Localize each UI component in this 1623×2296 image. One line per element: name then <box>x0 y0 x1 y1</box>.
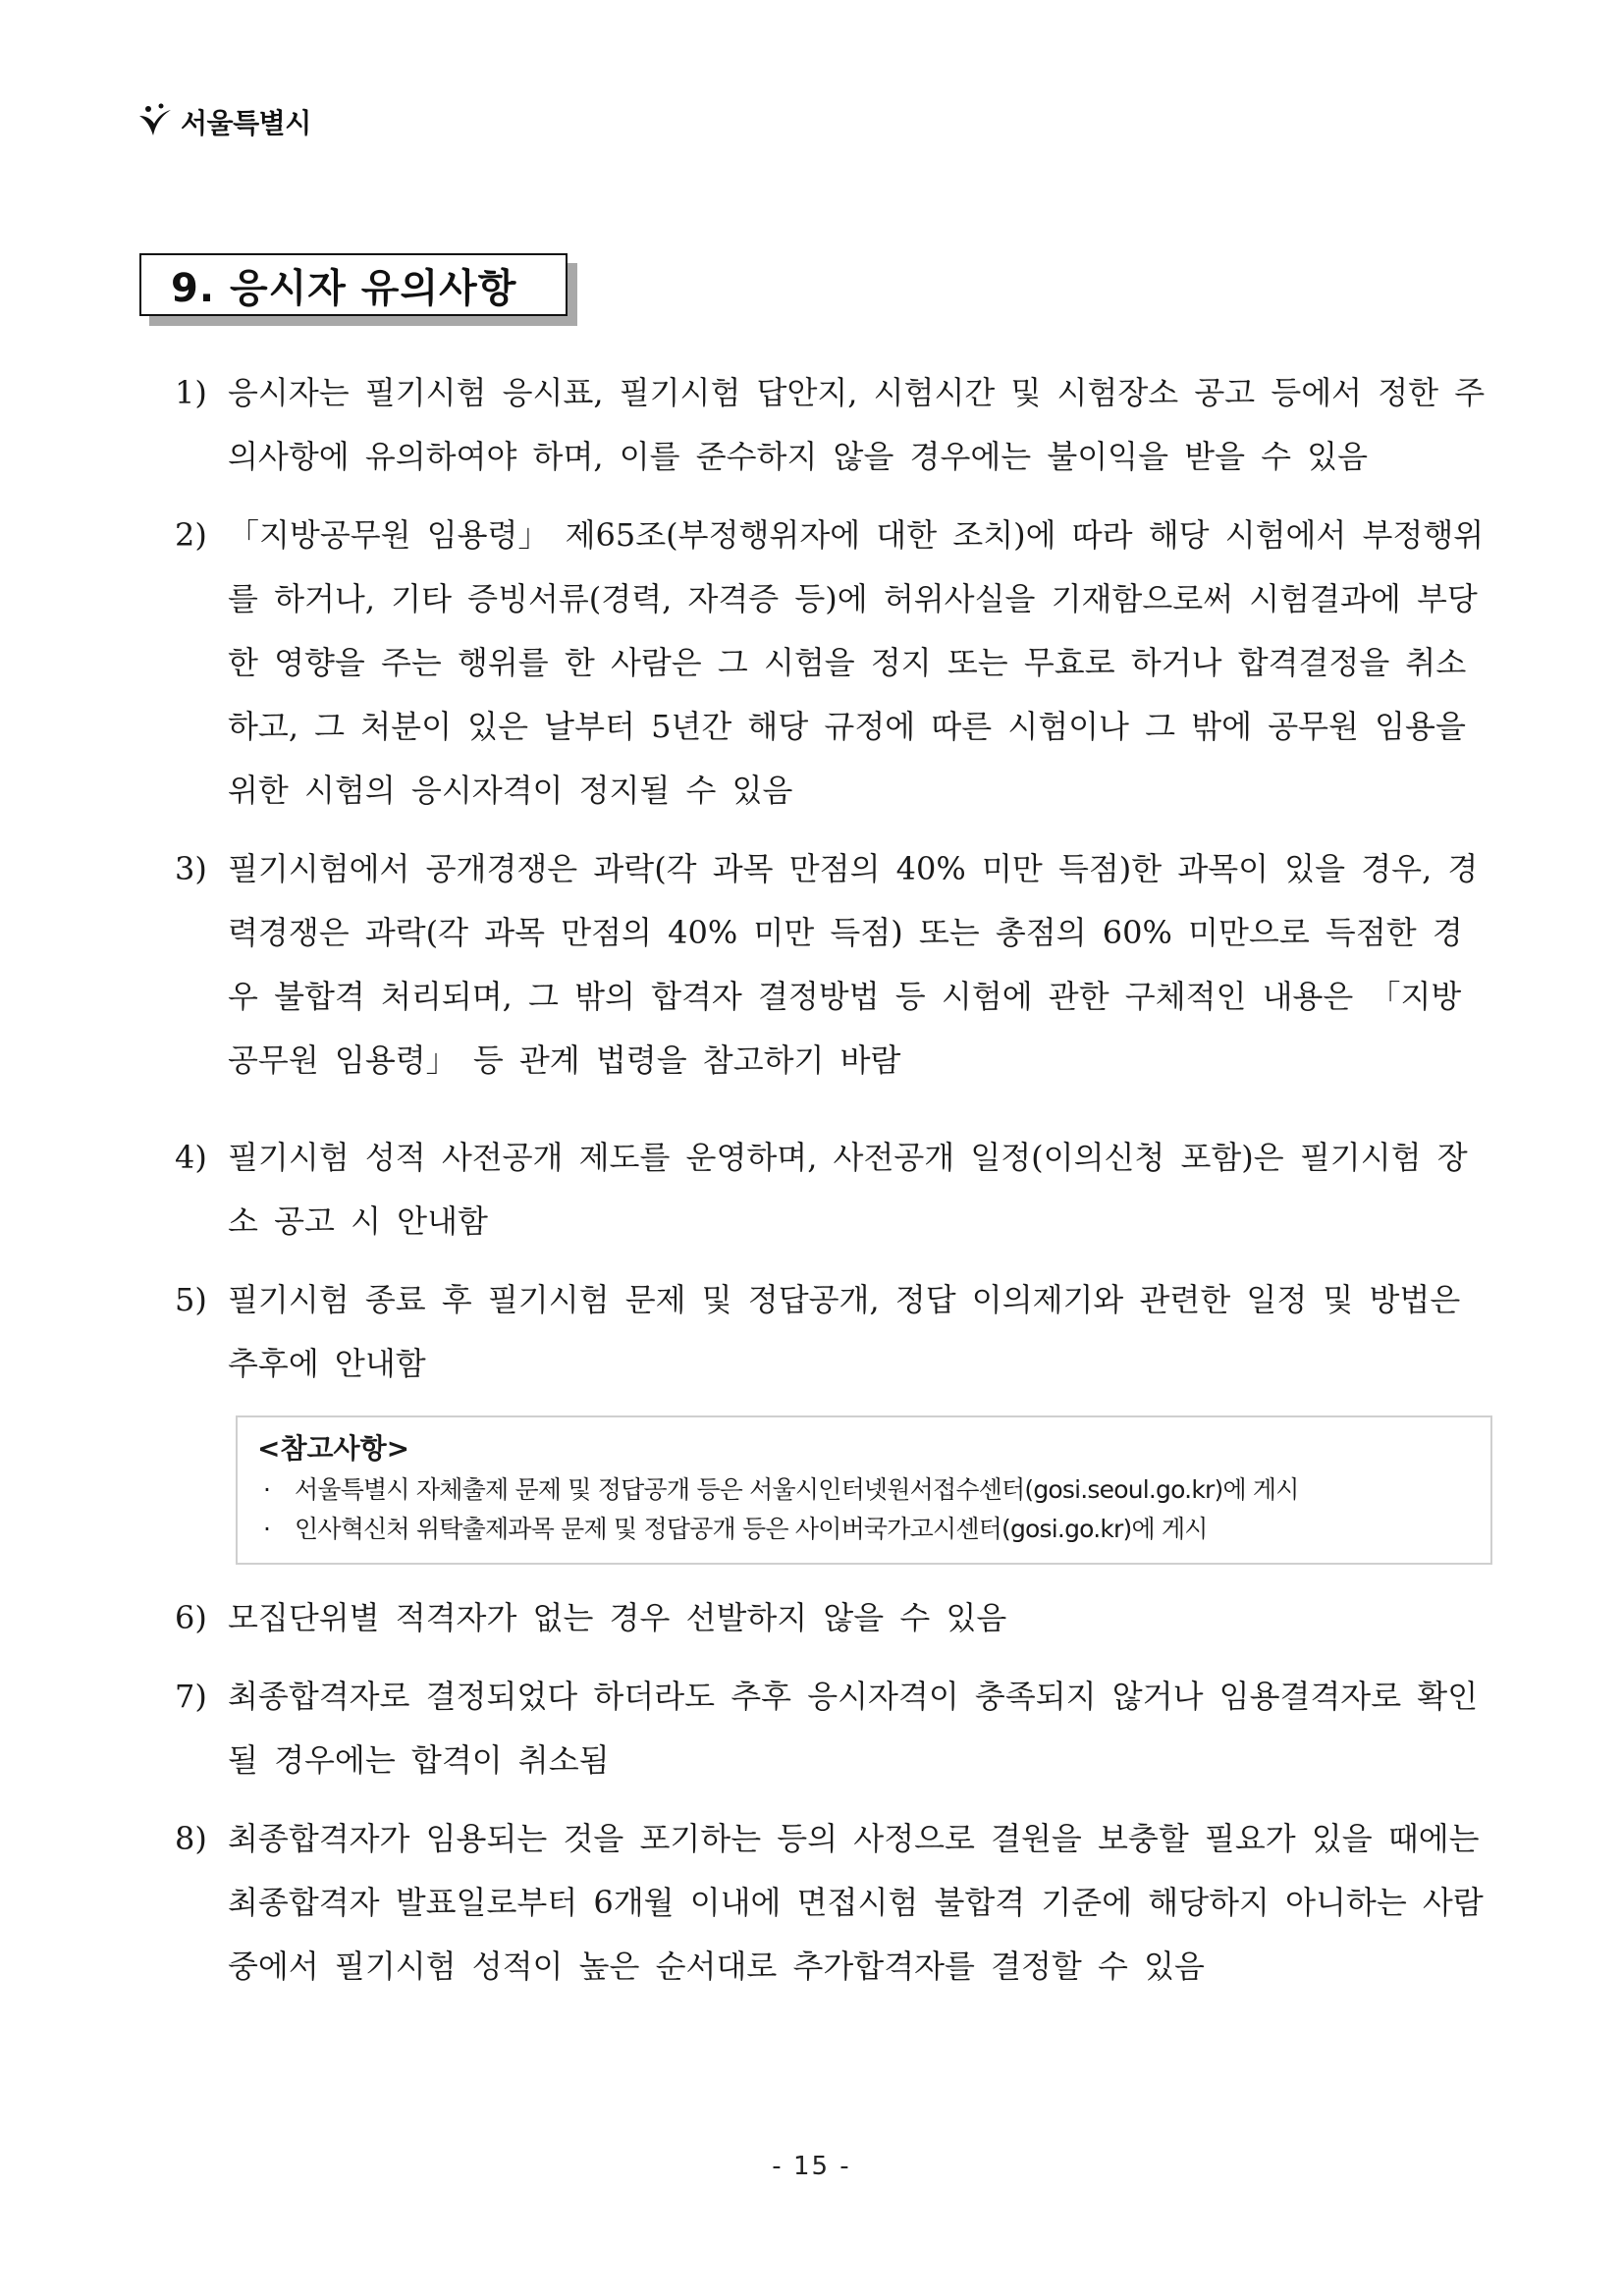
notice-number: 5) <box>175 1281 207 1318</box>
notice-text: 필기시험에서 공개경쟁은 과락(각 과목 만점의 40% 미만 득점)한 과목이 있을 경우, 경력경쟁은 과락(각 과목 만점의 40% 미만 득점) 또는 총점의 60% 미만으로 득점한 경우 불합격 처리되며, 그 밖의 합격자 결정방법 등 시험에 관한 구체적인 내용은 「지방공무원 임용령」 등 관계 법령을 참고하기 바람 <box>228 850 1479 1079</box>
bullet-icon: · <box>263 1515 271 1543</box>
notice-item-5 <box>175 1268 1490 1396</box>
notice-item-4 <box>175 1126 1490 1254</box>
reference-text: 서울특별시 자체출제 문제 및 정답공개 등은 서울시인터넷원서접수센터(gosi.seoul.go.kr)에 게시 <box>295 1475 1299 1504</box>
notice-text: 최종합격자로 결정되었다 하더라도 추후 응시자격이 충족되지 않거나 임용결격자로 확인될 경우에는 합격이 취소됨 <box>228 1678 1479 1779</box>
notice-item-3 <box>175 837 1490 1093</box>
notice-number: 2) <box>175 516 207 554</box>
section-title-box <box>139 253 568 316</box>
reference-item <box>257 1510 1471 1549</box>
section-title: 9. 응시자 유의사항 <box>171 265 517 311</box>
bullet-icon: · <box>263 1475 271 1504</box>
notice-number: 6) <box>175 1599 207 1636</box>
notice-list <box>175 361 1490 1999</box>
seoul-logo <box>135 102 311 141</box>
notice-number: 8) <box>175 1820 207 1857</box>
notice-text: 필기시험 종료 후 필기시험 문제 및 정답공개, 정답 이의제기와 관련한 일정 및 방법은 추후에 안내함 <box>228 1281 1461 1382</box>
notice-item-6 <box>175 1586 1490 1650</box>
page-number: - 15 - <box>772 2152 851 2181</box>
notice-item-2 <box>175 504 1490 823</box>
reference-item <box>257 1470 1471 1510</box>
notice-text: 응시자는 필기시험 응시표, 필기시험 답안지, 시험시간 및 시험장소 공고 등에서 정한 주의사항에 유의하여야 하며, 이를 준수하지 않을 경우에는 불이익을 받을 수 있음 <box>228 374 1486 475</box>
notice-item-8 <box>175 1807 1490 1999</box>
notice-number: 7) <box>175 1678 207 1715</box>
reference-title: <참고사항> <box>257 1432 410 1465</box>
reference-text: 인사혁신처 위탁출제과목 문제 및 정답공개 등은 사이버국가고시센터(gosi.go.kr)에 게시 <box>295 1515 1208 1543</box>
notice-item-1 <box>175 361 1490 489</box>
notice-text: 모집단위별 적격자가 없는 경우 선발하지 않을 수 있음 <box>228 1599 1007 1636</box>
reference-box <box>236 1415 1492 1565</box>
notice-item-7 <box>175 1665 1490 1792</box>
notice-text: 최종합격자가 임용되는 것을 포기하는 등의 사정으로 결원을 보충할 필요가 있을 때에는 최종합격자 발표일로부터 6개월 이내에 면접시험 불합격 기준에 해당하지 아니하는 사람 중에서 필기시험 성적이 높은 순서대로 추가합격자를 결정할 수 있음 <box>228 1820 1484 1985</box>
seoul-emblem-icon <box>135 102 175 141</box>
logo-text: 서울특별시 <box>181 107 311 139</box>
notice-number: 4) <box>175 1139 207 1176</box>
notice-text: 「지방공무원 임용령」 제65조(부정행위자에 대한 조치)에 따라 해당 시험에서 부정행위를 하거나, 기타 증빙서류(경력, 자격증 등)에 허위사실을 기재함으로써 시험결과에 부당한 영향을 주는 행위를 한 사람은 그 시험을 정지 또는 무효로 하거나 합격결정을 취소하고, 그 처분이 있은 날부터 5년간 해당 규정에 따른 시험이나 그 밖에 공무원 임용을 위한 시험의 응시자격이 정지될 수 있음 <box>228 516 1485 809</box>
notice-text: 필기시험 성적 사전공개 제도를 운영하며, 사전공개 일정(이의신청 포함)은 필기시험 장소 공고 시 안내함 <box>228 1139 1468 1240</box>
notice-number: 3) <box>175 850 207 887</box>
notice-number: 1) <box>175 374 207 411</box>
